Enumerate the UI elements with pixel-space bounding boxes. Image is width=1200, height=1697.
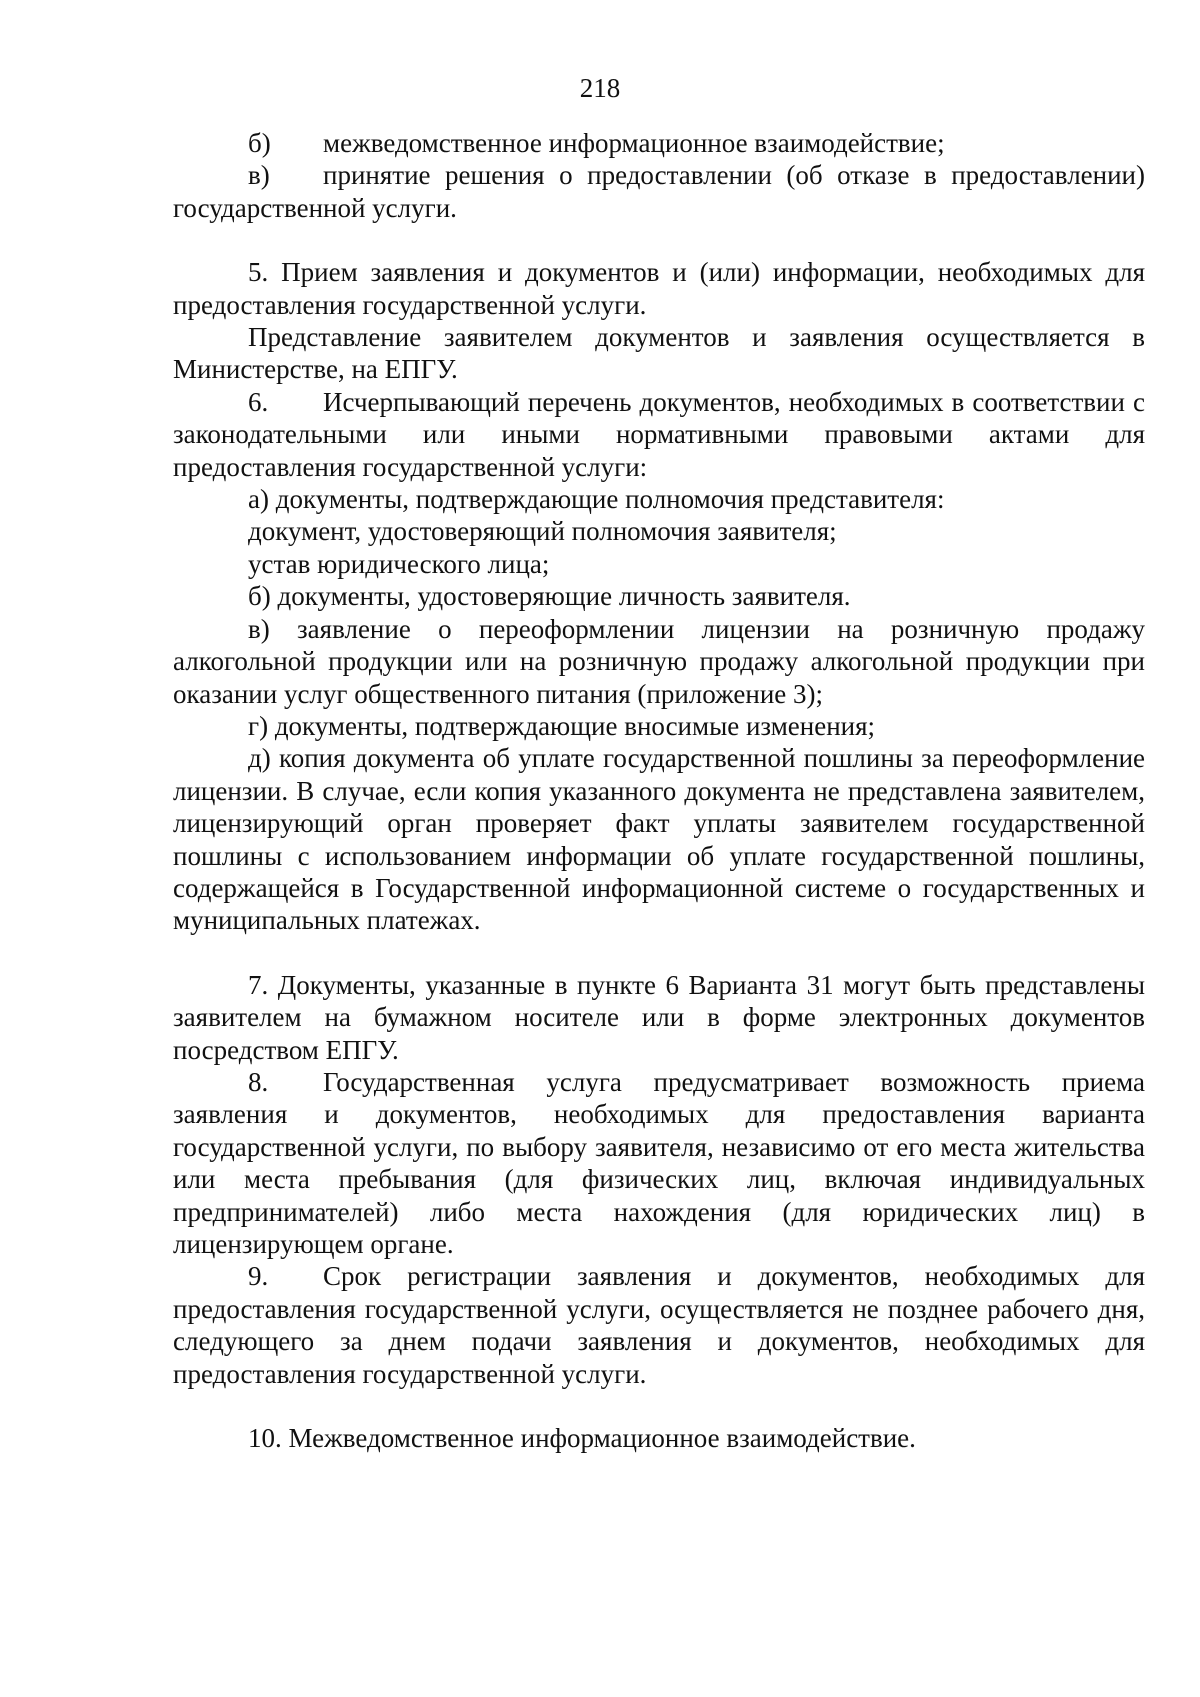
section-5-title: 5. Прием заявления и документов и (или) информации, необходимых для предоставления государственной услуги. <box>173 257 1145 320</box>
section-6-item-a: а) документы, подтверждающие полномочия представителя: <box>248 484 945 515</box>
section-6-title <box>173 386 1145 483</box>
section-10: 10. Межведомственное информационное взаимодействие. <box>248 1423 916 1454</box>
section-8-number: 8. <box>248 1066 269 1097</box>
list-item-b <box>173 127 1145 159</box>
section-5-body: Представление заявителем документов и заявления осуществляется в Министерстве, на ЕПГУ. <box>173 322 1145 385</box>
section-9 <box>173 1260 1145 1390</box>
section-9-text: Срок регистрации заявления и документов, необходимых для предоставления государственной услуги, осуществляется не позднее рабочего дня, следующего за днем подачи заявления и документов, необходимых для предоставления государственной услуги. <box>173 1261 1145 1389</box>
page-number: 218 <box>579 73 621 103</box>
section-9-number: 9. <box>248 1261 269 1292</box>
list-marker-v: в) <box>248 160 270 191</box>
section-6-item-v: в) заявление о переоформлении лицензии на розничную продажу алкогольной продукции или на розничную продажу алкогольной продукции при оказании услуг общественного питания (приложение 3); <box>173 613 1145 709</box>
section-6-text: Исчерпывающий перечень документов, необходимых в соответствии с законодательными или иными нормативными правовыми актами для предоставления государственной услуги: <box>173 386 1145 482</box>
list-marker-b: б) <box>248 128 271 158</box>
section-6-item-d: д) копия документа об уплате государственной пошлины за переоформление лицензии. В случае, если копия указанного документа не представлена заявителем, лицензирующий орган проверяет факт уплаты заявителем государственной пошлины с использованием информации об уплате государственной пошлины, содержащейся в Государственной информационной системе о государственных и муниципальных платежах. <box>173 743 1145 936</box>
section-8 <box>173 1066 1145 1260</box>
section-6-number: 6. <box>248 386 269 417</box>
section-6-item-g: г) документы, подтверждающие вносимые изменения; <box>248 710 876 741</box>
list-text-v: принятие решения о предоставлении (об отказе в предоставлении) государственной услуги. <box>173 160 1145 223</box>
list-item-v <box>173 159 1145 224</box>
section-6-item-a1: документ, удостоверяющий полномочия заявителя; <box>248 516 837 547</box>
list-text-b: межведомственное информационное взаимодействие; <box>323 128 945 158</box>
section-6-item-a2: устав юридического лица; <box>248 548 550 579</box>
section-7: 7. Документы, указанные в пункте 6 Варианта 31 могут быть представлены заявителем на бумажном носителе или в форме электронных документов посредством ЕПГУ. <box>173 969 1145 1065</box>
section-6-item-b: б) документы, удостоверяющие личность заявителя. <box>248 581 851 612</box>
document-body <box>173 127 1145 1454</box>
section-8-text: Государственная услуга предусматривает возможность приема заявления и документов, необходимых для предоставления варианта государственной услуги, по выбору заявителя, независимо от его места жительства или места пребывания (для физических лиц, включая индивидуальных предпринимателей) либо места нахождения (для юридических лиц) в лицензирующем органе. <box>173 1066 1145 1259</box>
